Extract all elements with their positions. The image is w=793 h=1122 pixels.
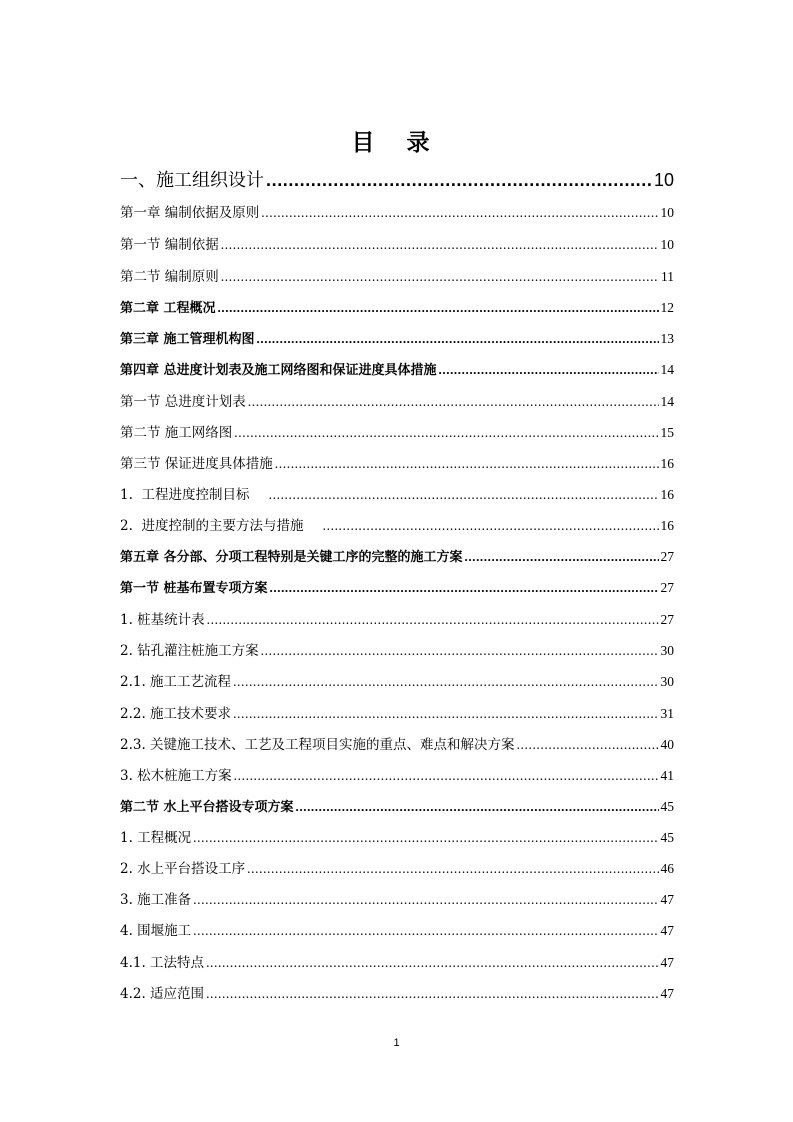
toc-entry-page: 47 — [660, 986, 674, 1001]
toc-entry-chapter-3[interactable] — [120, 327, 674, 351]
toc-entry-item[interactable] — [120, 826, 674, 850]
toc-entry-page: 41 — [660, 768, 674, 783]
dot-leader — [233, 702, 658, 726]
dot-leader — [234, 421, 658, 445]
dot-leader — [193, 888, 658, 912]
toc-entry-subitem[interactable] — [120, 670, 674, 694]
toc-entry-label: 3. 松木桩施工方案 — [120, 768, 232, 784]
toc-entry-page: 30 — [660, 643, 674, 658]
toc-entry-label: 4.2. 适应范围 — [120, 986, 205, 1002]
toc-entry-label: 第一章 编制依据及原则 — [120, 205, 260, 221]
toc-entry-label: 2.1. 施工工艺流程 — [120, 674, 232, 690]
dot-leader — [221, 233, 659, 257]
toc-entry-page: 10 — [660, 205, 674, 220]
toc-entry-item[interactable] — [120, 608, 674, 632]
dot-leader — [248, 390, 659, 414]
toc-entry-page: 47 — [660, 923, 674, 938]
toc-entry-page: 46 — [660, 861, 674, 876]
dot-leader — [323, 514, 659, 538]
dot-leader — [517, 733, 659, 757]
toc-entry-page: 16 — [660, 518, 674, 533]
toc-entry-page: 27 — [660, 612, 674, 627]
toc-entry-section[interactable] — [120, 795, 674, 819]
toc-entry-label: 第二章 工程概况 — [120, 301, 216, 316]
toc-entry-item[interactable] — [120, 888, 674, 912]
toc-entry-page: 10 — [660, 237, 674, 252]
toc-entry-label: 第五章 各分部、分项工程特别是关键工序的完整的施工方案 — [120, 550, 463, 565]
toc-entry-page: 13 — [660, 331, 674, 346]
dot-leader — [465, 545, 659, 569]
toc-entry-label: 2.2. 施工技术要求 — [120, 706, 232, 722]
page-number: 1 — [393, 1037, 400, 1049]
toc-entry-label: 2. 水上平台搭设工序 — [120, 861, 246, 877]
toc-entry-section[interactable] — [120, 265, 674, 289]
toc-entry-page: 16 — [660, 456, 674, 471]
toc-entry-label: 第一节 桩基布置专项方案 — [120, 581, 268, 596]
toc-entry-label: 2.3. 关键施工技术、工艺及工程项目实施的重点、难点和解决方案 — [120, 737, 515, 753]
toc-entry-label: 3. 施工准备 — [120, 892, 192, 908]
dot-leader — [275, 452, 659, 476]
toc-entry-page: 10 — [653, 170, 674, 190]
dot-leader — [206, 982, 658, 1006]
dot-leader — [233, 670, 658, 694]
toc-entry-label: 第四章 总进度计划表及施工网络图和保证进度具体措施 — [120, 363, 437, 378]
toc-entry-page: 45 — [660, 799, 674, 814]
toc-entry-page: 31 — [660, 706, 674, 721]
toc-entry-subitem[interactable] — [120, 982, 674, 1006]
toc-entry-label: 第三章 施工管理机构图 — [120, 332, 255, 347]
toc-entry-chapter-2[interactable] — [120, 296, 674, 320]
toc-entry-page: 40 — [660, 737, 674, 752]
toc-entry-page: 14 — [660, 362, 674, 377]
toc-entry-section[interactable] — [120, 421, 674, 445]
toc-entry-label: 第二节 水上平台搭设专项方案 — [120, 800, 294, 815]
toc-entry-page: 15 — [660, 425, 674, 440]
toc-entry-label: 2. 进度控制的主要方法与措施 — [120, 518, 321, 534]
toc-entry-item[interactable] — [120, 639, 674, 663]
dot-leader — [193, 826, 658, 850]
dot-leader — [269, 483, 659, 507]
toc-entry-section[interactable] — [120, 576, 674, 600]
toc-entry-page: 47 — [660, 955, 674, 970]
toc-entry-chapter-4[interactable] — [120, 358, 674, 382]
toc-entry-subitem[interactable] — [120, 951, 674, 975]
toc-entry-chapter-5[interactable] — [120, 545, 674, 569]
toc-entry-label: 4. 围堰施工 — [120, 923, 192, 939]
dot-leader — [218, 296, 659, 320]
toc-entry-page: 11 — [661, 269, 674, 284]
dot-leader — [207, 608, 659, 632]
toc-entry-label: 第一节 总进度计划表 — [120, 394, 246, 410]
toc-entry-label: 1. 工程概况 — [120, 830, 192, 846]
dot-leader — [261, 201, 658, 225]
toc-entry-label: 一、施工组织设计 — [120, 170, 264, 191]
toc-entry-page: 45 — [660, 830, 674, 845]
toc-entry-page: 14 — [660, 394, 674, 409]
dot-leader — [193, 919, 658, 943]
toc-entry-chapter-1[interactable] — [120, 201, 674, 225]
toc-entry-item[interactable] — [120, 514, 674, 538]
toc-entry-page: 12 — [660, 300, 674, 315]
toc-entry-page: 30 — [660, 674, 674, 689]
dot-leader — [206, 951, 658, 975]
dot-leader — [221, 265, 659, 289]
toc-entry-subitem[interactable] — [120, 702, 674, 726]
toc-entry-item[interactable] — [120, 919, 674, 943]
dot-leader — [270, 576, 659, 600]
toc-entry-label: 第一节 编制依据 — [120, 237, 219, 253]
toc-entry-page: 27 — [660, 549, 674, 564]
toc-entry-item[interactable] — [120, 483, 674, 507]
toc-entry-part-1[interactable] — [120, 165, 674, 195]
dot-leader — [261, 639, 659, 663]
dot-leader — [266, 165, 652, 195]
toc-entry-section[interactable] — [120, 452, 674, 476]
toc-entry-label: 1. 工程进度控制目标 — [120, 487, 267, 503]
dot-leader — [296, 795, 659, 819]
dot-leader — [234, 764, 659, 788]
toc-entry-label: 第二节 施工网络图 — [120, 425, 233, 441]
toc-entry-section[interactable] — [120, 390, 674, 414]
toc-entry-section[interactable] — [120, 233, 674, 257]
toc-entry-label: 1. 桩基统计表 — [120, 612, 205, 628]
dot-leader — [439, 358, 659, 382]
dot-leader — [247, 857, 658, 881]
dot-leader — [257, 327, 659, 351]
toc-entry-item[interactable] — [120, 764, 674, 788]
toc-entry-label: 4.1. 工法特点 — [120, 955, 205, 971]
toc-entry-page: 16 — [660, 487, 674, 502]
toc-entry-page: 27 — [660, 580, 674, 595]
toc-entry-label: 第三节 保证进度具体措施 — [120, 456, 273, 472]
toc-entry-label: 第二节 编制原则 — [120, 269, 219, 285]
toc-entry-subitem[interactable] — [120, 733, 674, 757]
toc-entry-label: 2. 钻孔灌注桩施工方案 — [120, 643, 259, 659]
toc-entry-item[interactable] — [120, 857, 674, 881]
page-title: 目 录 — [351, 130, 442, 156]
toc-entry-page: 47 — [660, 892, 674, 907]
